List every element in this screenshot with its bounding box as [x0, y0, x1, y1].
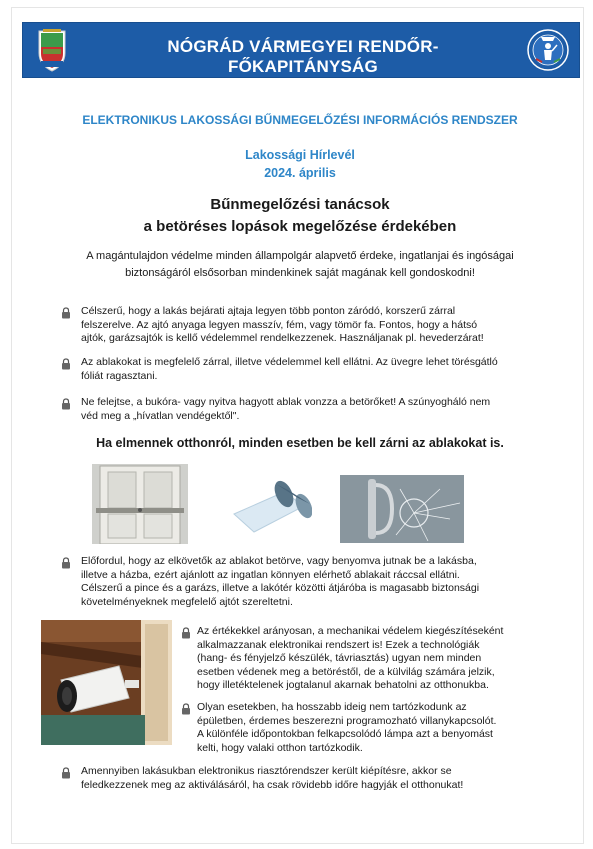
tip-1-line-2: felszerelve. Az ajtó anyaga legyen masszív, fém, vagy tömör fa. Fontos, hogy a hátsó	[81, 318, 478, 331]
padlock-icon	[61, 358, 71, 370]
tip-2	[81, 356, 521, 383]
newsletter-label: Lakossági Hírlevél	[245, 148, 355, 162]
tip-6-line-2: épületben, érdemes beszerezni programozható villanykapcsolót.	[197, 714, 497, 727]
padlock-icon	[61, 767, 71, 779]
tip-1-line-1: Célszerű, hogy a lakás bejárati ajtaja legyen több ponton záródó, korszerű zárral	[81, 305, 456, 317]
tip-5-line-3: (hang- és fényjelző készülék, távriasztás) ugyan nem minden	[197, 652, 482, 664]
tip-4-line-2: illetve a házba, ezért ajánlott az ingatlan könnyen elérhető ablakait ráccsal ellátni.	[81, 568, 460, 581]
tip-6-line-1: Olyan esetekben, ha hosszabb ideig nem tartózkodunk az	[197, 701, 467, 713]
tip-2-line-2: fóliát ragasztani.	[81, 369, 158, 382]
tip-4-line-4: követelményeknek megfelelő ajtót szereltetni.	[81, 595, 293, 608]
window-film-roll-photo	[224, 474, 312, 540]
tip-3	[81, 396, 521, 423]
tip-5-line-5: hogy illetéktelenek jogtalanul akarnak behatolni az otthonukba.	[197, 679, 489, 691]
tip-7	[81, 765, 521, 792]
padlock-icon	[61, 398, 71, 410]
tip-3-line-1: Ne felejtse, a bukóra- vagy nyitva hagyott ablak vonzza a betörőket! A szúnyogháló nem	[81, 396, 491, 408]
tip-4-line-3: Célszerű a pince és a garázs, illetve a lakótér közötti átjáróba is magasabb biztonsági	[81, 582, 480, 594]
tip-1	[81, 305, 521, 346]
security-camera-photo	[41, 620, 172, 745]
tip-4	[81, 555, 521, 609]
tip-4-line-1: Előfordul, hogy az elkövetők az ablakot betörve, vagy benyomva jutnak be a lakásba,	[81, 555, 477, 567]
title-line-1: Bűnmegelőzési tanácsok	[210, 196, 390, 213]
tip-6-line-3: A különféle időpontokban felkapcsolódó lámpa azt a benyomást	[197, 728, 493, 740]
padlock-icon	[181, 703, 191, 715]
title-line-2: a betöréses lopások megelőzése érdekében	[143, 218, 457, 235]
county-crest-icon	[35, 27, 69, 73]
intro-line-2: biztonságáról elsősorban mindenkinek saját magának kell gondoskodni!	[125, 267, 475, 279]
tip-5-line-1: Az értékekkel arányosan, a mechanikai védelem kiegészítéseként	[197, 625, 504, 637]
header-banner	[22, 22, 580, 78]
tip-3-line-2: véd meg a „hívatlan vendégektől".	[81, 409, 240, 422]
tip-1-line-3: ajtók, garázsajtók is kellő védelemmel rendelkezzenek. Használjanak pl. hevederzárat!	[81, 332, 484, 344]
police-badge-icon	[527, 29, 569, 71]
tip-6-line-4: kelti, hogy valaki otthon tartózkodik.	[197, 741, 363, 754]
cracked-glass-door-photo	[340, 475, 464, 543]
tip-5	[197, 625, 522, 693]
header-title: NÓGRÁD VÁRMEGYEI RENDŐR-FŐKAPITÁNYSÁG	[167, 37, 439, 76]
security-door-photo	[92, 464, 188, 544]
newsletter-date: 2024. április	[264, 166, 336, 180]
padlock-icon	[61, 557, 71, 569]
tip-6	[197, 701, 522, 755]
tip-5-line-4: esetben védenek meg a betöréstől, de a külvilág számára jelzik,	[197, 665, 495, 678]
padlock-icon	[181, 627, 191, 639]
tip-5-line-2: alkalmazzanak elektronikai rendszert is! Ezek a technológiák	[197, 638, 480, 651]
system-name: ELEKTRONIKUS LAKOSSÁGI BŰNMEGELŐZÉSI INFORMÁCIÓS RENDSZER	[82, 113, 518, 127]
warning-text: Ha elmennek otthonról, minden esetben be kell zárni az ablakokat is.	[96, 436, 504, 450]
intro-line-1: A magántulajdon védelme minden állampolgár alapvető érdeke, ingatlanjai és ingóságai	[86, 250, 514, 262]
tip-2-line-1: Az ablakokat is megfelelő zárral, illetve védelemmel kell ellátni. Az üvegre lehet törésgátló	[81, 356, 498, 368]
padlock-icon	[61, 307, 71, 319]
tip-7-line-1: Amennyiben lakásukban elektronikus riasztórendszer került kiépítésre, akkor se	[81, 765, 452, 777]
tip-7-line-2: feledkezzenek meg az aktiválásáról, ha csak rövidebb időre hagyják el otthonukat!	[81, 778, 464, 791]
